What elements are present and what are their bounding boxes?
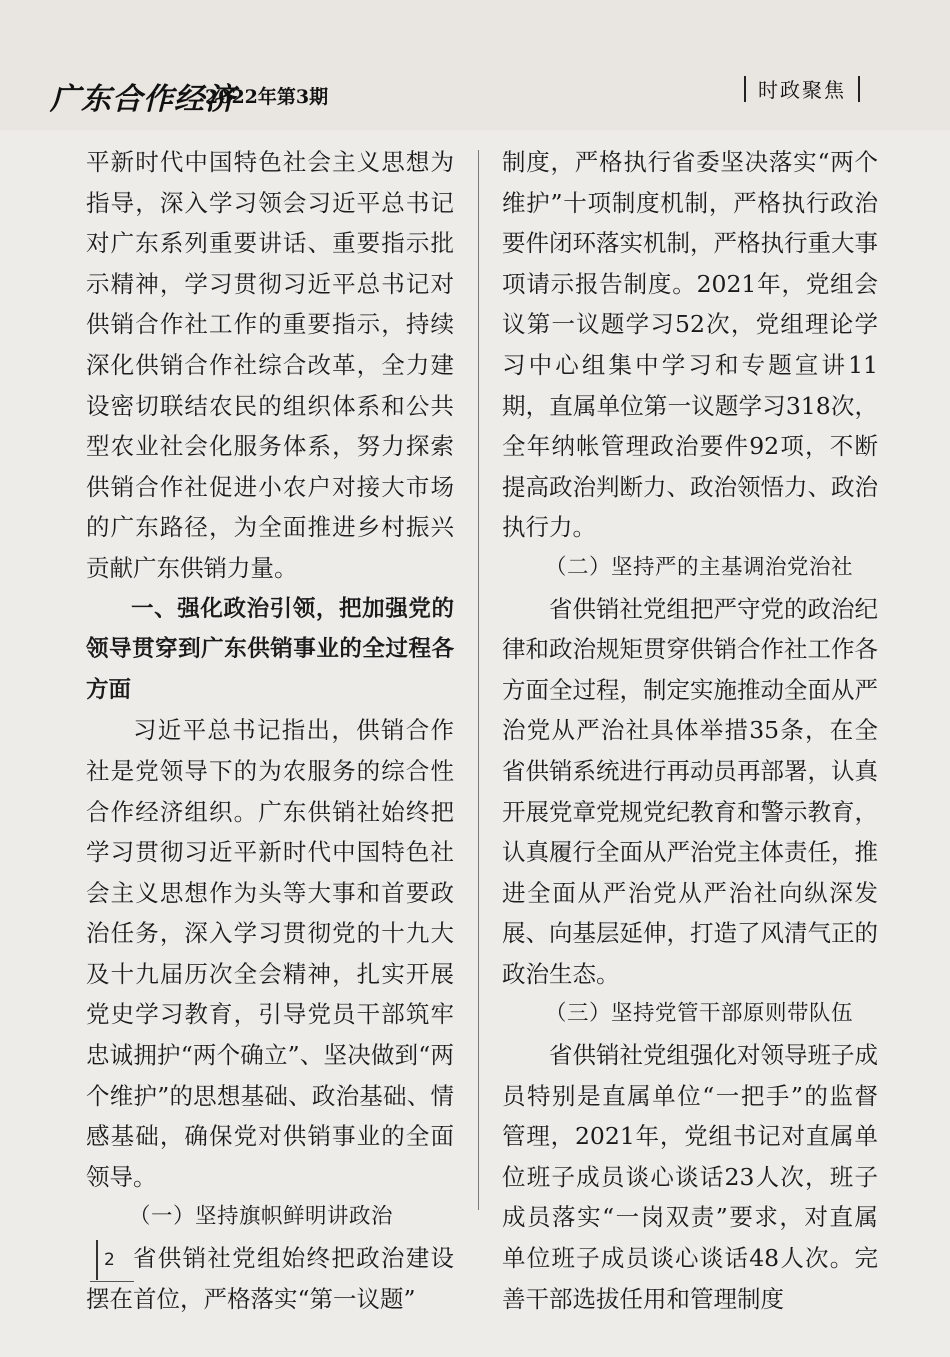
- subheading-2: （二）坚持严的主基调治党治社: [545, 554, 854, 580]
- right-paragraph-3: 省供销社党组强化对领导班子成员特别是直属单位“一把手”的监督管理，2021年，党组书记对直属单位班子成员谈心谈话23人次，班子成员落实“一岗双责”要求，对直属单位班子成员谈心谈话48人次。完善干部选拔任用和管理制度: [502, 1041, 878, 1313]
- section-label: 时政聚焦: [758, 78, 846, 102]
- left-paragraph-2: 习近平总书记指出，供销合作社是党领导下的为农服务的综合性合作经济组织。广东供销社始终把学习贯彻习近平新时代中国特色社会主义思想作为头等大事和首要政治任务，深入学习贯彻党的十九大及十九届历次全会精神，扎实开展党史学习教育，引导党员干部筑牢忠诚拥护“两个确立”、坚决做到“两个维护”的思想基础、政治基础、情感基础，确保党对供销事业的全面领导。: [86, 716, 454, 1191]
- left-paragraph-3: 省供销社党组始终把政治建设摆在首位，严格落实“第一议题”: [86, 1244, 454, 1313]
- section-bar-left: [744, 76, 746, 102]
- page-number-rule-vertical: [96, 1240, 98, 1280]
- issue-label: 2022年第3期: [205, 86, 329, 108]
- section-bar-right: [858, 76, 860, 102]
- section-heading-1: 一、强化政治引领，把加强党的领导贯穿到广东供销事业的全过程各方面: [86, 595, 454, 703]
- column-divider: [478, 150, 479, 1210]
- page-number-rule-horizontal: [90, 1281, 134, 1282]
- page-header: [0, 0, 950, 130]
- left-column: [86, 142, 454, 1319]
- subheading-3: （三）坚持党管干部原则带队伍: [545, 1001, 854, 1027]
- subheading-1: （一）坚持旗帜鲜明讲政治: [129, 1204, 394, 1230]
- left-paragraph-1: 平新时代中国特色社会主义思想为指导，深入学习领会习近平总书记对广东系列重要讲话、重要指示批示精神，学习贯彻习近平总书记对供销合作社工作的重要指示，持续深化供销合作社综合改革，全力建设密切联结农民的组织体系和公共型农业社会化服务体系，努力探索供销合作社促进小农户对接大市场的广东路径，为全面推进乡村振兴贡献广东供销力量。: [86, 148, 454, 582]
- right-paragraph-1: 制度，严格执行省委坚决落实“两个维护”十项制度机制，严格执行政治要件闭环落实机制，严格执行重大事项请示报告制度。2021年，党组会议第一议题学习52次，党组理论学习中心组集中学习和专题宣讲11期，直属单位第一议题学习318次，全年纳帐管理政治要件92项，不断提高政治判断力、政治领悟力、政治执行力。: [502, 148, 878, 542]
- page-number: 2: [104, 1250, 115, 1270]
- section-tag: [732, 74, 872, 103]
- right-column: [502, 142, 878, 1319]
- right-paragraph-2: 省供销社党组把严守党的政治纪律和政治规矩贯穿供销合作社工作各方面全过程，制定实施推动全面从严治党从严治社具体举措35条，在全省供销系统进行再动员再部署，认真开展党章党规党纪教育和警示教育，认真履行全面从严治党主体责任，推进全面从严治党从严治社向纵深发展、向基层延伸，打造了风清气正的政治生态。: [502, 594, 878, 988]
- magazine-title: 广东合作经济: [50, 82, 236, 117]
